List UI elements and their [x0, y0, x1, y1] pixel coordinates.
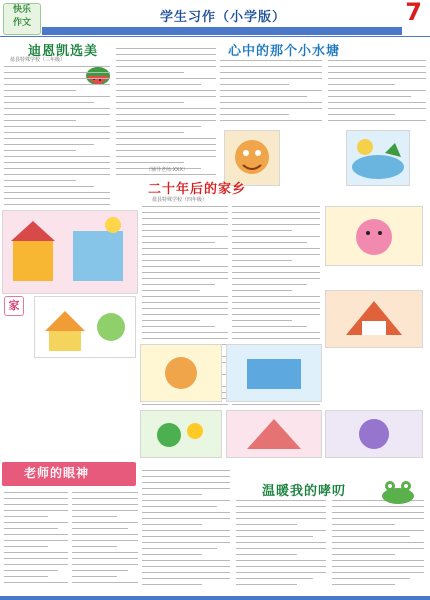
grid-drawing-3 [140, 410, 222, 458]
article-body-watermelon-col2 [116, 48, 216, 180]
masthead-bar [42, 27, 402, 35]
dream-drawing-2 [325, 206, 423, 266]
section-title: 学生习作（小学版） [160, 10, 287, 25]
article-body-pond-col2 [328, 60, 426, 124]
article-body-teacher-col1 [4, 492, 68, 588]
grid-drawing-2 [226, 344, 322, 402]
article-byline-watermelon: 盐县特殊学校（三年级） [10, 57, 66, 63]
grid-drawing-1 [140, 344, 222, 402]
article-body-pond-col1 [220, 60, 322, 124]
pond-drawing-2 [346, 130, 410, 186]
newspaper-logo [3, 3, 41, 35]
article-body-teacher-col2 [72, 492, 138, 588]
grid-drawing-5 [325, 410, 423, 458]
page-footer-rule [0, 596, 430, 600]
article-title-pond: 心中的那个小水塘 [228, 44, 341, 59]
logo-line-2: 作文 [12, 18, 31, 28]
page-number: 7 [405, 0, 422, 26]
article-byline-dream: 盐县特殊学校（四年级） [152, 197, 208, 203]
home-mark-badge: 家 [4, 296, 24, 316]
article-body-frog-col2 [332, 500, 424, 588]
dream-drawing-3 [325, 290, 423, 348]
article-body-teacher-col3 [142, 470, 230, 588]
article-title-watermelon: 迪恩凯选美 [28, 44, 99, 59]
article-title-teacher: 老师的眼神 [24, 466, 90, 480]
article-title-dream: 二十年后的家乡 [148, 182, 247, 197]
frog-illustration [376, 478, 420, 504]
home-drawing [34, 296, 136, 358]
logo-line-1: 快乐 [12, 5, 31, 15]
grid-drawing-4 [226, 410, 322, 458]
masthead-rule [0, 36, 430, 37]
article-body-frog-col1 [236, 500, 326, 588]
dream-drawing-1 [2, 210, 138, 294]
editor-credit-watermelon: （辅导老师 XXX） [146, 167, 188, 173]
article-title-frog: 温暖我的哮叨 [262, 484, 347, 499]
